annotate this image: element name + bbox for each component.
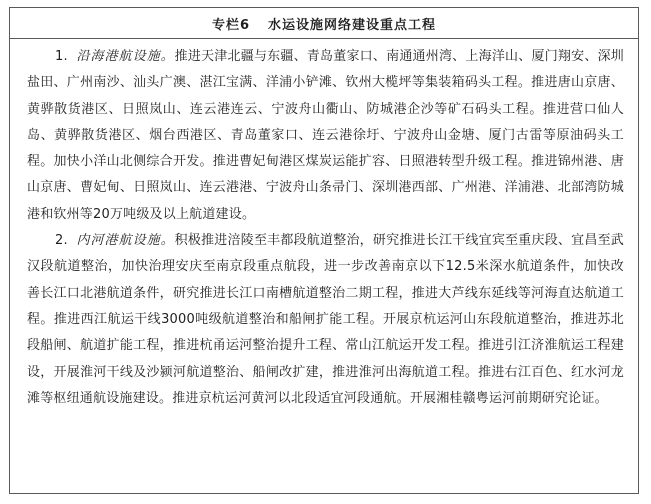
feature-box — [9, 7, 639, 494]
box-title: 水运设施网络建设重点工程 — [268, 17, 437, 33]
list-item — [27, 228, 624, 412]
item-number: 1. — [55, 49, 68, 64]
item-text: 推进天津北疆与东疆、青岛董家口、南通通州湾、上海洋山、厦门翔安、深圳盐田、广州南沙、汕头广澳、湛江宝满、洋浦小铲滩、钦州大榄坪等集装箱码头工程。推进唐山京唐、黄骅散货港区、日照岚山、连云港连云、宁波舟山衢山、防城港企沙等矿石码头工程。推进营口仙人岛、黄骅散货港区、烟台西港区、青岛董家口、连云港徐圩、宁波舟山金塘、厦门古雷等原油码头工程。加快小洋山北侧综合开发。推进曹妃甸港区煤炭运能扩容、日照港转型升级工程。推进锦州港、唐山京唐、曹妃甸、日照岚山、连云港港、宁波舟山条帚门、深圳港西部、广州港、洋浦港、北部湾防城港和钦州等20万吨级及以上航道建设。 — [27, 49, 624, 222]
item-lead: 内河港航设施。 — [76, 233, 175, 249]
item-lead: 沿海港航设施。 — [76, 49, 175, 64]
box-label: 专栏6 — [211, 17, 251, 33]
item-text: 积极推进涪陵至丰都段航道整治，研究推进长江干线宜宾至重庆段、宜昌至武汉段航道整治，加快治理安庆至南京段重点航段，进一步改善南京以下12.5米深水航道条件，加快改善长江口北港航道条件，研究推进长江口南槽航道整治二期工程，推进大芦线东延线等河海直达航道工程。推进西江航运干线3000吨级航道整治和船闸扩能工程。开展京杭运河山东段航道整治，推进苏北段船闸、航道扩能工程，推进杭甬运河整治提升工程、常山江航运开发工程。推进引江济淮航运工程建设，开展淮河干线及沙颍河航道整治、船闸改扩建，推进淮河出海航道工程。推进右江百色、红水河龙滩等枢纽通航设施建设。推进京杭运河黄河以北段适宜河段通航。开展湘桂赣粤运河前期研究论证。 — [27, 233, 624, 406]
box-title-bar — [10, 8, 638, 39]
list-item — [27, 44, 624, 228]
item-number: 2. — [55, 233, 68, 249]
box-content — [10, 39, 638, 412]
